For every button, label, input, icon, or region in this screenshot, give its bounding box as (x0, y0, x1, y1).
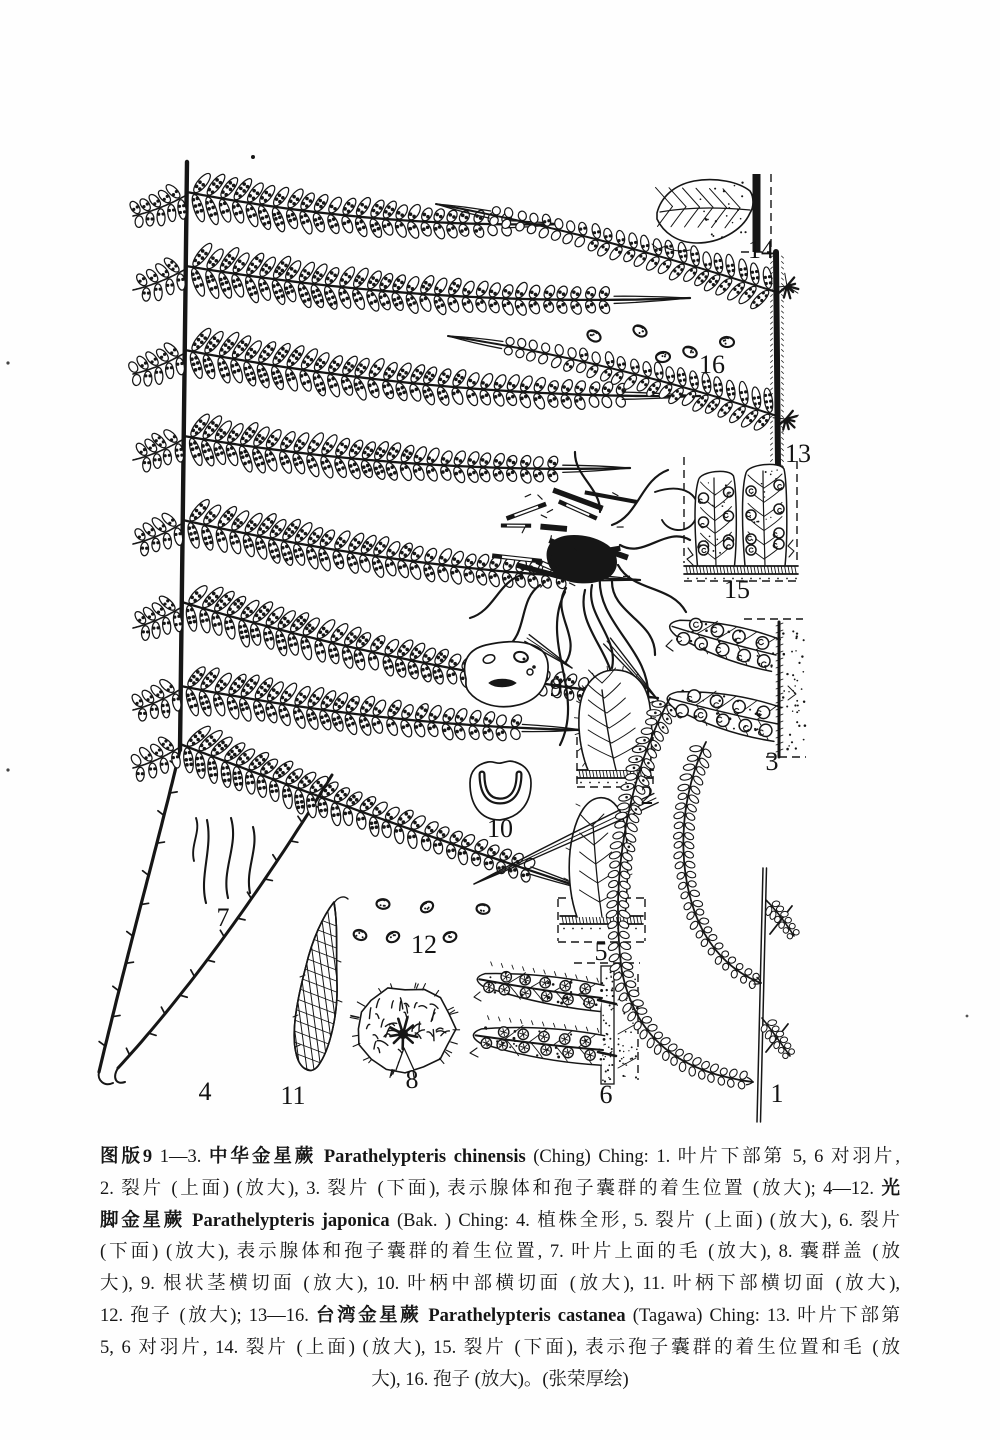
caption-text: (Tagawa) Ching: 13. 叶片下部第 (625, 1305, 900, 1326)
fig11-scale (258, 890, 372, 1108)
figure-label-2: 2 (640, 780, 654, 810)
fig1-pinna (672, 742, 761, 989)
caption-species-name: 中华金星蕨 (208, 1147, 324, 1167)
figure-label-8: 8 (405, 1064, 419, 1094)
fig7-hairs (193, 818, 254, 903)
caption-line-4 (100, 1237, 900, 1269)
caption-line-5 (100, 1269, 900, 1301)
caption-species-name: Parathelypteris chinensis (323, 1147, 526, 1167)
caption-line-3 (100, 1206, 900, 1238)
figure-label-9: 9 (549, 672, 563, 702)
left-pinna-stub (133, 256, 186, 302)
caption-text: 2. 裂片 (上面) (放大), 3. 裂片 (下面), 表示腺体和孢子囊群的着生位置 (放大); 4—12. (100, 1178, 882, 1199)
spore (442, 930, 457, 943)
spore (476, 903, 490, 915)
left-pinna-stub (127, 341, 186, 386)
spore (631, 323, 648, 339)
fig1-tuft (760, 1018, 795, 1059)
figure-label-1: 1 (770, 1078, 784, 1108)
fig8-indusium (350, 983, 459, 1077)
caption-text: (Bak. ) Ching: 4. 植株全形, 5. 裂片 (上面) (放大), 6. 裂片 (389, 1210, 900, 1231)
left-pinna-stub (130, 677, 182, 721)
caption-line-2 (100, 1174, 900, 1206)
fig10-petiole-section (470, 761, 531, 820)
caption-text: 大), 9. 根状茎横切面 (放大), 10. 叶柄中部横切面 (放大), 11. 叶柄下部横切面 (放大), (100, 1274, 900, 1295)
caption-line-7 (100, 1333, 900, 1365)
caption-species-name: 台湾金星蕨 (316, 1305, 429, 1326)
spore (385, 930, 401, 945)
figure-label-7: 7 (216, 902, 230, 932)
caption-text: 12. 孢子 (放大); 13—16. (100, 1305, 317, 1326)
spore (682, 345, 699, 360)
figure-label-16: 16 (699, 349, 725, 379)
caption-text: 5, 6 对羽片, 14. 裂片 (上面) (放大), 15. 裂片 (下面), 表示孢子囊群的着生位置和毛 (放 (100, 1337, 900, 1358)
fig13-pinnae-pair (771, 252, 799, 468)
spore (352, 928, 367, 941)
caption-species-name: 图版9 (100, 1147, 153, 1167)
spore (419, 900, 435, 915)
figure-label-10: 10 (487, 813, 513, 843)
caption-species-name: 光 (881, 1178, 900, 1199)
figure-label-15: 15 (724, 574, 750, 604)
left-pinna-stub (133, 428, 185, 472)
frond-pinna (180, 723, 592, 891)
frond-pinna (184, 412, 630, 485)
figure-label-3: 3 (765, 746, 779, 776)
figure-label-5: 5 (594, 936, 608, 966)
plate-caption (100, 1142, 900, 1396)
spore (376, 899, 390, 910)
fig15-pinnule-underside (684, 457, 798, 581)
caption-text: (Ching) Ching: 1. 叶片下部第 5, 6 对羽片, (525, 1147, 900, 1167)
fig9-rhizome-section (465, 642, 549, 707)
caption-text: 大), 16. 孢子 (放大)。(张荣厚绘) (371, 1369, 629, 1390)
caption-species-name: 脚金星蕨 (100, 1210, 193, 1231)
fig3-pinnule-underside (663, 618, 806, 757)
figure-label-6: 6 (599, 1079, 613, 1109)
caption-species-name: Parathelypteris castanea (428, 1305, 626, 1326)
caption-text: (下面) (放大), 表示腺体和孢子囊群的着生位置, 7. 叶片上面的毛 (放大), 8. 囊群盖 (放 (100, 1242, 900, 1263)
figure-label-13: 13 (785, 438, 811, 468)
spore (585, 328, 602, 344)
caption-line-6 (100, 1301, 900, 1333)
spore (720, 336, 735, 347)
figure-label-12: 12 (411, 929, 437, 959)
caption-text: 1—3. (152, 1147, 209, 1167)
figure-label-11: 11 (280, 1080, 306, 1110)
left-pinna-stub (133, 511, 184, 556)
frond-pinna (187, 171, 560, 241)
caption-line-8 (100, 1365, 900, 1397)
caption-line-1 (100, 1142, 900, 1174)
figure-label-14: 14 (748, 234, 774, 264)
left-pinna-stub (133, 594, 184, 641)
figure-label-4: 4 (198, 1076, 212, 1106)
spore (655, 351, 670, 363)
caption-species-name: Parathelypteris japonica (192, 1210, 390, 1231)
left-pinna-stub (128, 182, 188, 227)
